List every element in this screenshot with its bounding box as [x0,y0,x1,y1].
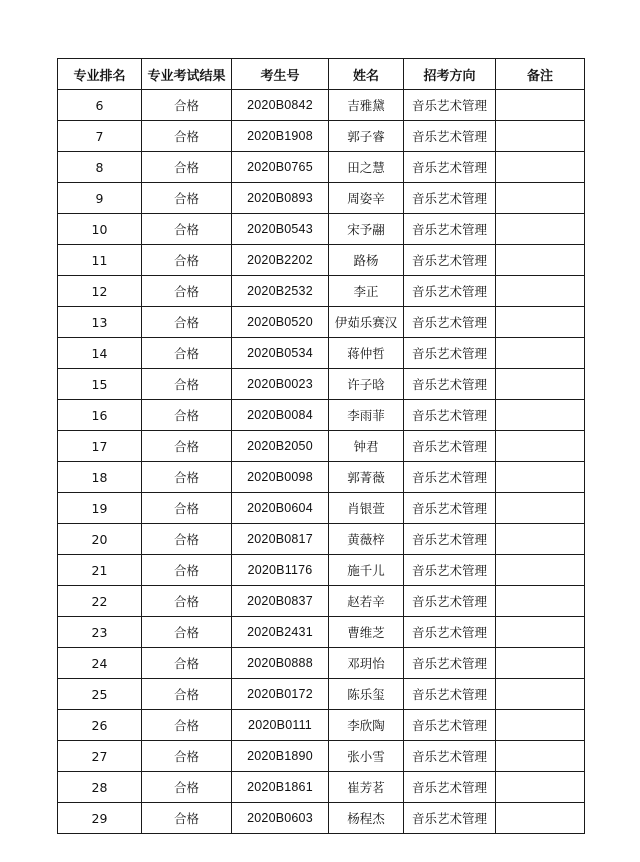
cell-rank: 29 [58,803,142,834]
table-row [58,493,585,524]
cell-exam-result: 合格 [142,555,232,586]
results-table [57,58,585,834]
cell-major-direction: 音乐艺术管理 [404,462,496,493]
cell-candidate-number: 2020B0893 [232,183,329,214]
cell-candidate-number: 2020B0603 [232,803,329,834]
cell-exam-result: 合格 [142,276,232,307]
cell-remarks [496,493,585,524]
cell-rank: 28 [58,772,142,803]
cell-remarks [496,276,585,307]
table-row [58,462,585,493]
cell-major-direction: 音乐艺术管理 [404,493,496,524]
table-row [58,555,585,586]
cell-name: 蒋仲哲 [329,338,404,369]
table-row [58,400,585,431]
cell-remarks [496,586,585,617]
cell-major-direction: 音乐艺术管理 [404,90,496,121]
cell-name: 肖银萱 [329,493,404,524]
cell-major-direction: 音乐艺术管理 [404,400,496,431]
cell-rank: 22 [58,586,142,617]
cell-remarks [496,741,585,772]
cell-rank: 13 [58,307,142,338]
cell-exam-result: 合格 [142,617,232,648]
table-row [58,431,585,462]
cell-candidate-number: 2020B0837 [232,586,329,617]
cell-rank: 14 [58,338,142,369]
cell-major-direction: 音乐艺术管理 [404,431,496,462]
cell-candidate-number: 2020B2050 [232,431,329,462]
cell-remarks [496,462,585,493]
header-remarks: 备注 [496,59,585,90]
cell-major-direction: 音乐艺术管理 [404,741,496,772]
cell-major-direction: 音乐艺术管理 [404,710,496,741]
cell-remarks [496,772,585,803]
table-row [58,276,585,307]
cell-name: 曹维芝 [329,617,404,648]
cell-remarks [496,524,585,555]
cell-major-direction: 音乐艺术管理 [404,617,496,648]
cell-name: 邓玥怡 [329,648,404,679]
cell-candidate-number: 2020B1861 [232,772,329,803]
cell-rank: 20 [58,524,142,555]
cell-remarks [496,338,585,369]
cell-name: 吉雅黛 [329,90,404,121]
cell-exam-result: 合格 [142,524,232,555]
cell-exam-result: 合格 [142,338,232,369]
cell-name: 郭子睿 [329,121,404,152]
table-row [58,214,585,245]
cell-exam-result: 合格 [142,121,232,152]
cell-name: 郭菁薇 [329,462,404,493]
cell-exam-result: 合格 [142,462,232,493]
cell-exam-result: 合格 [142,400,232,431]
table-row [58,183,585,214]
table-row [58,90,585,121]
table-header [58,59,585,90]
cell-rank: 23 [58,617,142,648]
cell-name: 李正 [329,276,404,307]
cell-name: 周姿辛 [329,183,404,214]
cell-candidate-number: 2020B0842 [232,90,329,121]
cell-rank: 7 [58,121,142,152]
cell-candidate-number: 2020B0111 [232,710,329,741]
cell-name: 田之慧 [329,152,404,183]
table-row [58,152,585,183]
cell-major-direction: 音乐艺术管理 [404,555,496,586]
cell-rank: 26 [58,710,142,741]
cell-remarks [496,431,585,462]
cell-exam-result: 合格 [142,90,232,121]
cell-rank: 10 [58,214,142,245]
table-row [58,803,585,834]
cell-name: 许子晗 [329,369,404,400]
cell-major-direction: 音乐艺术管理 [404,214,496,245]
cell-remarks [496,369,585,400]
cell-rank: 6 [58,90,142,121]
table-row [58,617,585,648]
header-name: 姓名 [329,59,404,90]
cell-rank: 24 [58,648,142,679]
table-row [58,586,585,617]
cell-rank: 27 [58,741,142,772]
cell-rank: 17 [58,431,142,462]
cell-rank: 21 [58,555,142,586]
cell-exam-result: 合格 [142,369,232,400]
cell-candidate-number: 2020B2202 [232,245,329,276]
cell-name: 伊茹乐赛汉 [329,307,404,338]
cell-name: 路杨 [329,245,404,276]
cell-rank: 12 [58,276,142,307]
cell-rank: 8 [58,152,142,183]
cell-rank: 19 [58,493,142,524]
cell-rank: 18 [58,462,142,493]
cell-candidate-number: 2020B0817 [232,524,329,555]
cell-remarks [496,245,585,276]
cell-rank: 16 [58,400,142,431]
cell-remarks [496,400,585,431]
cell-rank: 9 [58,183,142,214]
cell-name: 崔芳茗 [329,772,404,803]
cell-name: 赵若辛 [329,586,404,617]
table-row [58,369,585,400]
cell-major-direction: 音乐艺术管理 [404,369,496,400]
cell-exam-result: 合格 [142,586,232,617]
cell-rank: 25 [58,679,142,710]
cell-major-direction: 音乐艺术管理 [404,276,496,307]
cell-exam-result: 合格 [142,493,232,524]
table-row [58,524,585,555]
cell-exam-result: 合格 [142,183,232,214]
table-row [58,338,585,369]
cell-candidate-number: 2020B0520 [232,307,329,338]
cell-candidate-number: 2020B1176 [232,555,329,586]
cell-candidate-number: 2020B1890 [232,741,329,772]
header-candidate-number: 考生号 [232,59,329,90]
cell-candidate-number: 2020B0765 [232,152,329,183]
cell-remarks [496,214,585,245]
cell-name: 黄薇梓 [329,524,404,555]
table-row [58,710,585,741]
cell-rank: 11 [58,245,142,276]
cell-remarks [496,555,585,586]
cell-exam-result: 合格 [142,431,232,462]
table-row [58,121,585,152]
cell-major-direction: 音乐艺术管理 [404,245,496,276]
cell-rank: 15 [58,369,142,400]
cell-name: 宋予翮 [329,214,404,245]
cell-exam-result: 合格 [142,307,232,338]
table-row [58,741,585,772]
cell-major-direction: 音乐艺术管理 [404,586,496,617]
cell-exam-result: 合格 [142,803,232,834]
cell-remarks [496,679,585,710]
cell-candidate-number: 2020B0888 [232,648,329,679]
cell-candidate-number: 2020B0084 [232,400,329,431]
cell-remarks [496,152,585,183]
cell-name: 施千儿 [329,555,404,586]
cell-major-direction: 音乐艺术管理 [404,679,496,710]
cell-exam-result: 合格 [142,772,232,803]
cell-major-direction: 音乐艺术管理 [404,524,496,555]
cell-major-direction: 音乐艺术管理 [404,803,496,834]
cell-remarks [496,648,585,679]
cell-exam-result: 合格 [142,214,232,245]
cell-exam-result: 合格 [142,648,232,679]
cell-candidate-number: 2020B1908 [232,121,329,152]
table-row [58,307,585,338]
cell-exam-result: 合格 [142,710,232,741]
table-row [58,772,585,803]
cell-candidate-number: 2020B0604 [232,493,329,524]
cell-remarks [496,121,585,152]
header-row [58,59,585,90]
cell-major-direction: 音乐艺术管理 [404,338,496,369]
cell-remarks [496,803,585,834]
cell-major-direction: 音乐艺术管理 [404,772,496,803]
cell-name: 张小雪 [329,741,404,772]
cell-candidate-number: 2020B2431 [232,617,329,648]
cell-candidate-number: 2020B0534 [232,338,329,369]
cell-remarks [496,617,585,648]
cell-name: 杨程杰 [329,803,404,834]
table-body [58,90,585,834]
cell-candidate-number: 2020B0543 [232,214,329,245]
cell-major-direction: 音乐艺术管理 [404,183,496,214]
cell-candidate-number: 2020B0098 [232,462,329,493]
cell-name: 李欣陶 [329,710,404,741]
cell-remarks [496,183,585,214]
cell-candidate-number: 2020B0023 [232,369,329,400]
cell-exam-result: 合格 [142,152,232,183]
header-exam-result: 专业考试结果 [142,59,232,90]
cell-candidate-number: 2020B0172 [232,679,329,710]
header-major-direction: 招考方向 [404,59,496,90]
cell-exam-result: 合格 [142,741,232,772]
cell-remarks [496,307,585,338]
table-row [58,679,585,710]
cell-name: 钟君 [329,431,404,462]
cell-exam-result: 合格 [142,679,232,710]
cell-major-direction: 音乐艺术管理 [404,307,496,338]
header-rank: 专业排名 [58,59,142,90]
cell-remarks [496,710,585,741]
cell-major-direction: 音乐艺术管理 [404,648,496,679]
cell-major-direction: 音乐艺术管理 [404,152,496,183]
table-row [58,648,585,679]
cell-name: 李雨菲 [329,400,404,431]
table-row [58,245,585,276]
cell-candidate-number: 2020B2532 [232,276,329,307]
cell-exam-result: 合格 [142,245,232,276]
cell-remarks [496,90,585,121]
cell-major-direction: 音乐艺术管理 [404,121,496,152]
cell-name: 陈乐玺 [329,679,404,710]
